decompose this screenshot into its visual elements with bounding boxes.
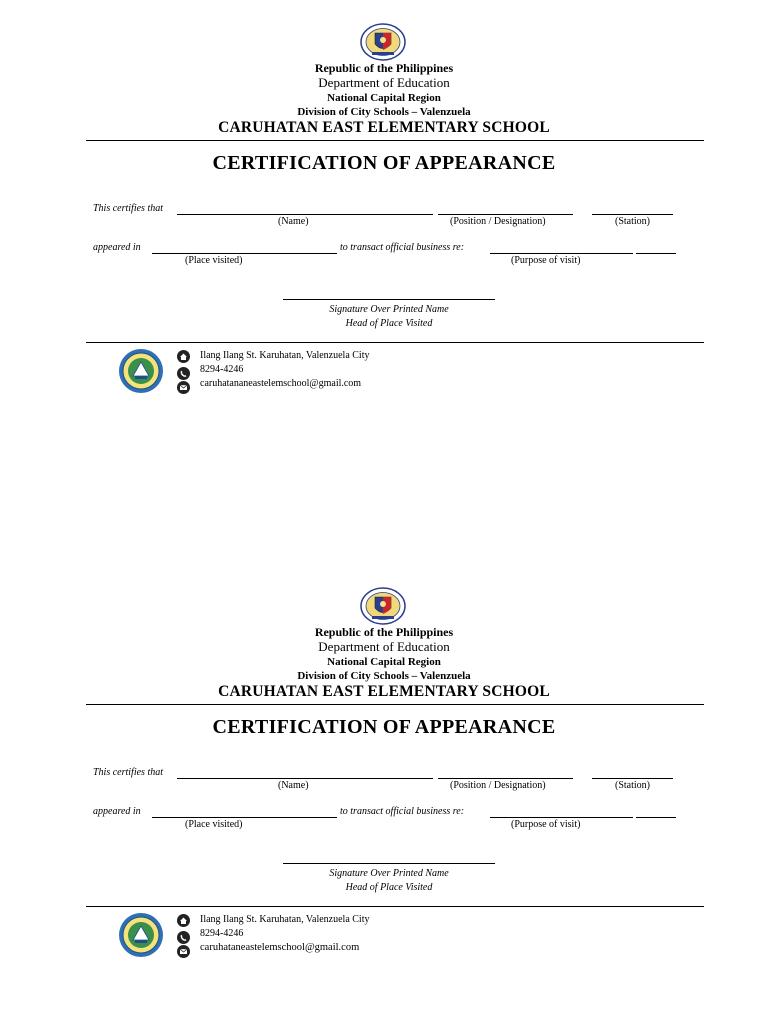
- certificate-title: CERTIFICATION OF APPEARANCE: [212, 716, 556, 738]
- mail-icon: [177, 381, 190, 394]
- region-line: National Capital Region: [327, 92, 441, 104]
- department-line: Department of Education: [318, 75, 450, 90]
- division-line: Division of City Schools – Valenzuela: [297, 670, 471, 682]
- phone-icon: [177, 931, 190, 944]
- place-field[interactable]: [152, 817, 337, 818]
- school-seal-icon: [118, 348, 164, 394]
- phone-text: 8294-4246: [200, 364, 244, 375]
- certificate-2: [0, 586, 768, 1006]
- footer-divider: [86, 342, 704, 343]
- place-caption: (Place visited): [185, 819, 243, 830]
- name-field[interactable]: [177, 778, 433, 779]
- deped-seal-icon: [358, 22, 408, 62]
- email-text: caruhatananeastelemschool@gmail.com: [200, 378, 362, 389]
- name-caption: (Name): [278, 216, 309, 227]
- division-line: Division of City Schools – Valenzuela: [297, 106, 471, 118]
- signature-caption: Signature Over Printed Name: [329, 304, 449, 315]
- name-field[interactable]: [177, 214, 433, 215]
- header-divider: [86, 704, 704, 705]
- purpose-field[interactable]: [490, 817, 633, 818]
- purpose-field-extra[interactable]: [636, 253, 676, 254]
- mail-icon: [177, 945, 190, 958]
- purpose-field-extra[interactable]: [636, 817, 676, 818]
- station-field[interactable]: [592, 214, 673, 215]
- home-icon: [177, 914, 190, 927]
- position-caption: (Position / Designation): [450, 216, 546, 227]
- certifies-label: This certifies that: [93, 767, 163, 778]
- header-divider: [86, 140, 704, 141]
- school-name: CARUHATAN EAST ELEMENTARY SCHOOL: [218, 119, 550, 136]
- transact-label: to transact official business re:: [340, 806, 465, 817]
- purpose-caption: (Purpose of visit): [511, 255, 581, 266]
- appeared-label: appeared in: [93, 242, 141, 253]
- footer-divider: [86, 906, 704, 907]
- station-field[interactable]: [592, 778, 673, 779]
- name-caption: (Name): [278, 780, 309, 791]
- department-line: Department of Education: [318, 639, 450, 654]
- purpose-caption: (Purpose of visit): [511, 819, 581, 830]
- phone-text: 8294-4246: [200, 928, 244, 939]
- email-text: caruhataneastelemschool@gmail.com: [200, 942, 360, 953]
- phone-icon: [177, 367, 190, 380]
- address-text: Ilang Ilang St. Karuhatan, Valenzuela City: [200, 914, 370, 925]
- certifies-label: This certifies that: [93, 203, 163, 214]
- head-caption: Head of Place Visited: [345, 882, 433, 893]
- signature-field[interactable]: [283, 299, 495, 300]
- position-field[interactable]: [438, 778, 573, 779]
- home-icon: [177, 350, 190, 363]
- region-line: National Capital Region: [327, 656, 441, 668]
- transact-label: to transact official business re:: [340, 242, 465, 253]
- signature-caption: Signature Over Printed Name: [329, 868, 449, 879]
- position-field[interactable]: [438, 214, 573, 215]
- school-seal-icon: [118, 912, 164, 958]
- certificate-1: [0, 22, 768, 442]
- school-name: CARUHATAN EAST ELEMENTARY SCHOOL: [218, 683, 550, 700]
- address-text: Ilang Ilang St. Karuhatan, Valenzuela City: [200, 350, 370, 361]
- purpose-field[interactable]: [490, 253, 633, 254]
- position-caption: (Position / Designation): [450, 780, 546, 791]
- certificate-title: CERTIFICATION OF APPEARANCE: [212, 152, 556, 174]
- station-caption: (Station): [615, 780, 650, 791]
- place-caption: (Place visited): [185, 255, 243, 266]
- republic-line: Republic of the Philippines: [314, 625, 454, 639]
- place-field[interactable]: [152, 253, 337, 254]
- republic-line: Republic of the Philippines: [314, 61, 454, 75]
- signature-field[interactable]: [283, 863, 495, 864]
- station-caption: (Station): [615, 216, 650, 227]
- deped-seal-icon: [358, 586, 408, 626]
- appeared-label: appeared in: [93, 806, 141, 817]
- head-caption: Head of Place Visited: [345, 318, 433, 329]
